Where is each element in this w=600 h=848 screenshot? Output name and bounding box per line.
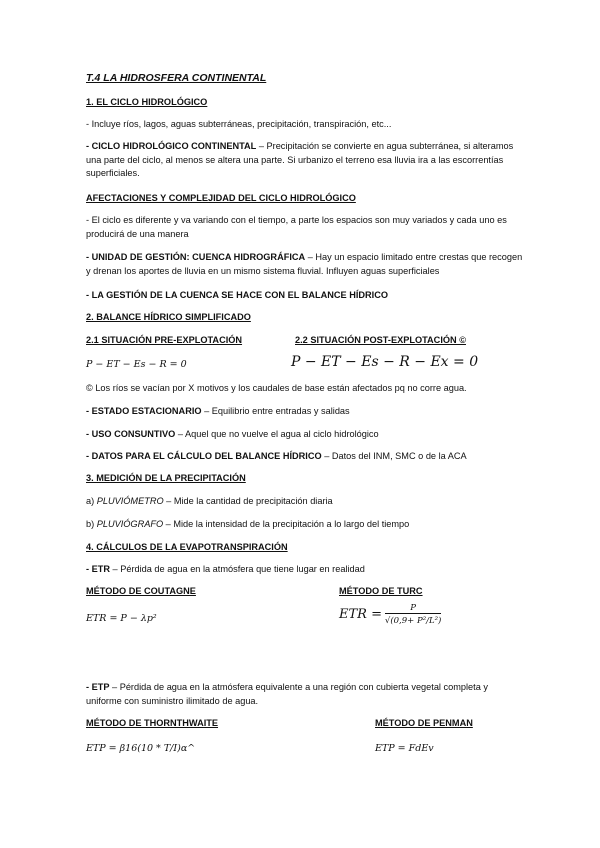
- s3-b-label: PLUVIÓGRAFO: [96, 519, 164, 529]
- turc-denominator: √(0,9+ P²/L²): [384, 616, 442, 626]
- s4-etp-label: - ETP: [86, 682, 110, 692]
- formula-coutagne: ETR = P − λp²: [86, 613, 157, 624]
- formula-thornthwaite: ETP = β16(10 * T/I)α^: [86, 743, 196, 754]
- s2-sub-1: 2.1 SITUACIÓN PRE-EXPLOTACIÓN: [86, 335, 243, 345]
- s3-item-b: [86, 518, 526, 532]
- section-4-heading: 4. CÁLCULOS DE LA EVAPOTRANSPIRACIÓN: [86, 542, 288, 552]
- s2-b3-text: – Datos del INM, SMC o de la ACA: [321, 451, 467, 461]
- turc-fraction: [385, 603, 441, 626]
- s2-b2-label: - USO CONSUNTIVO: [86, 429, 176, 439]
- s1-p2-text: – Precipitación se convierte en agua subterránea, si alteramos una parte del ciclo, al menos se altera una parte. Si urbanizo el terreno esa lluvia ira a las escorrentías superficiales.: [86, 141, 514, 178]
- s2-b1-label: - ESTADO ESTACIONARIO: [86, 406, 202, 416]
- s4-etp-text: – Pérdida de agua en la atmósfera equivalente a una región con cubierta vegetal completa y uniforme con suministro ilimitado de agua.: [86, 682, 488, 706]
- s1-paragraph-2: [86, 140, 526, 181]
- s3-item-a: [86, 495, 526, 509]
- formula-penman: ETP = FdEv: [375, 743, 434, 754]
- turc-numerator: P: [385, 603, 441, 614]
- s1-p2-label: - CICLO HIDROLÓGICO CONTINENTAL: [86, 141, 257, 151]
- s2-note: © Los ríos se vacían por X motivos y los caudales de base están afectados pq no corre agua.: [86, 383, 467, 393]
- section-1-heading: 1. EL CICLO HIDROLÓGICO: [86, 97, 208, 107]
- method-thornthwaite: MÉTODO DE THORNTHWAITE: [86, 718, 219, 728]
- s4-etr: [86, 563, 526, 577]
- section-2-heading: 2. BALANCE HÍDRICO SIMPLIFICADO: [86, 312, 251, 322]
- method-coutagne: MÉTODO DE COUTAGNE: [86, 586, 196, 596]
- section-3-heading: 3. MEDICIÓN DE LA PRECIPITACIÓN: [86, 473, 246, 483]
- s2-bullet-2: [86, 428, 526, 442]
- formula-turc: [339, 603, 519, 626]
- s2-sub-2: 2.2 SITUACIÓN POST-EXPLOTACIÓN ©: [295, 335, 466, 345]
- s1-p4-label: - UNIDAD DE GESTIÓN: CUENCA HIDROGRÁFICA: [86, 252, 306, 262]
- s1-paragraph-5: - LA GESTIÓN DE LA CUENCA SE HACE CON EL BALANCE HÍDRICO: [86, 290, 389, 300]
- turc-lhs: ETR =: [339, 607, 382, 622]
- s1-paragraph-1: - Incluye ríos, lagos, aguas subterráneas, precipitación, transpiración, etc...: [86, 119, 392, 129]
- s2-bullet-3: [86, 450, 526, 464]
- s1-sub-heading: AFECTACIONES Y COMPLEJIDAD DEL CICLO HIDROLÓGICO: [86, 193, 356, 203]
- s3-b-prefix: b): [86, 519, 97, 529]
- equation-pre: P − ET − Es − R = 0: [86, 359, 187, 370]
- s2-bullet-1: [86, 405, 526, 419]
- s4-etr-text: – Pérdida de agua en la atmósfera que tiene lugar en realidad: [110, 564, 365, 574]
- s2-b3-label: - DATOS PARA EL CÁLCULO DEL BALANCE HÍDRICO: [86, 451, 322, 461]
- s1-paragraph-4: [86, 251, 526, 278]
- equation-post: P − ET − Es − R − Ex = 0: [291, 354, 479, 370]
- s3-b-text: – Mide la intensidad de la precipitación a lo largo del tiempo: [163, 519, 410, 529]
- s3-a-label: PLUVIÓMETRO: [96, 496, 164, 506]
- method-penman: MÉTODO DE PENMAN: [375, 718, 473, 728]
- s1-paragraph-3: - El ciclo es diferente y va variando con el tiempo, a parte los espacios son muy variados y cada uno es producirá de una manera: [86, 215, 507, 239]
- s4-etr-label: - ETR: [86, 564, 110, 574]
- page-title: T.4 LA HIDROSFERA CONTINENTAL: [86, 72, 267, 84]
- s3-a-text: – Mide la cantidad de precipitación diaria: [163, 496, 333, 506]
- s1-p4-text: – Hay un espacio limitado entre crestas que recogen y drenan los aportes de lluvia en un mismo sistema fluvial. Influyen aguas superficiales: [86, 252, 523, 276]
- s2-b2-text: – Aquel que no vuelve el agua al ciclo hidrológico: [175, 429, 379, 439]
- s4-etp: [86, 681, 526, 708]
- s3-a-prefix: a): [86, 496, 97, 506]
- method-turc: MÉTODO DE TURC: [339, 586, 423, 596]
- s2-b1-text: – Equilibrio entre entradas y salidas: [201, 406, 350, 416]
